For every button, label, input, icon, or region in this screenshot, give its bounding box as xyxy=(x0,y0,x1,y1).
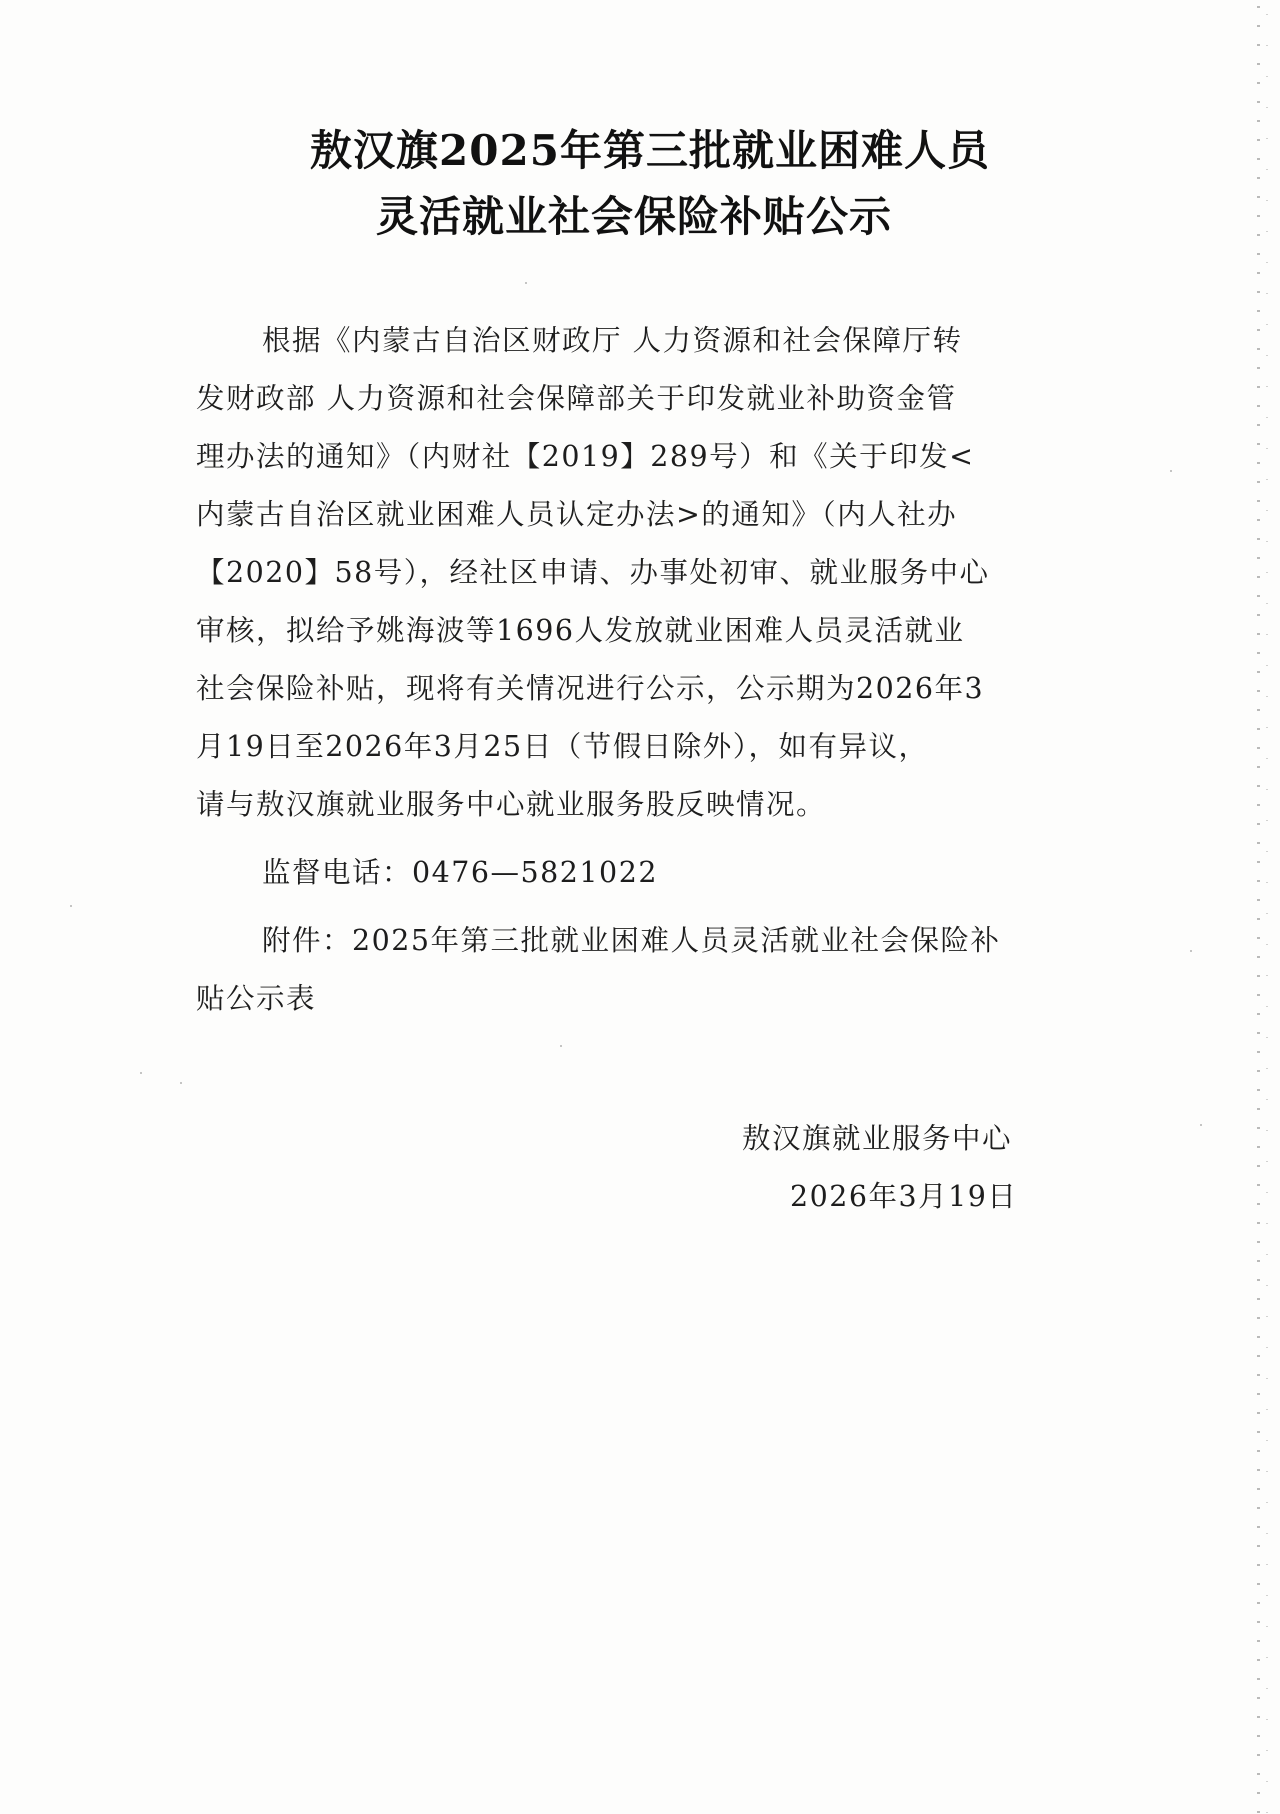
scan-speck xyxy=(180,1082,182,1084)
scan-speck xyxy=(560,1045,562,1047)
scan-speck xyxy=(525,282,527,284)
body-line-8: 月19日至2026年3月25日（节假日除外），如有异议， xyxy=(196,730,929,763)
scan-edge-artifact xyxy=(1257,0,1260,1814)
body-line-9: 请与敖汉旗就业服务中心就业服务股反映情况。 xyxy=(196,788,827,821)
scan-speck xyxy=(70,905,72,907)
document-title-line-1: 敖汉旗2025年第三批就业困难人员 xyxy=(310,126,990,175)
scan-speck xyxy=(1170,470,1172,472)
body-line-6: 审核，拟给予姚海波等1696人发放就业困难人员灵活就业 xyxy=(196,614,965,647)
document-title-line-2: 灵活就业社会保险补贴公示 xyxy=(375,192,892,241)
attachment-line-2: 贴公示表 xyxy=(196,982,317,1015)
body-line-5: 【2020】58号），经社区申请、办事处初审、就业服务中心 xyxy=(196,556,990,589)
signature-date: 2026年3月19日 xyxy=(790,1180,1018,1213)
body-line-4: 内蒙古自治区就业困难人员认定办法>的通知》（内人社办 xyxy=(196,498,958,531)
body-line-1: 根据《内蒙古自治区财政厅 人力资源和社会保障厅转 xyxy=(262,324,963,357)
scan-edge-artifact-2 xyxy=(1266,0,1268,1814)
body-line-7: 社会保险补贴，现将有关情况进行公示，公示期为2026年3 xyxy=(196,672,985,705)
attachment-line-1: 附件：2025年第三批就业困难人员灵活就业社会保险补 xyxy=(262,924,1001,957)
scan-speck xyxy=(1190,950,1192,952)
supervision-phone: 监督电话：0476—5821022 xyxy=(262,856,658,889)
body-line-3: 理办法的通知》（内财社【2019】289号）和《关于印发< xyxy=(196,440,975,473)
body-line-2: 发财政部 人力资源和社会保障部关于印发就业补助资金管 xyxy=(196,382,957,415)
scan-speck xyxy=(1200,1124,1202,1126)
signature-organization: 敖汉旗就业服务中心 xyxy=(742,1122,1013,1155)
scan-speck xyxy=(140,1072,142,1074)
